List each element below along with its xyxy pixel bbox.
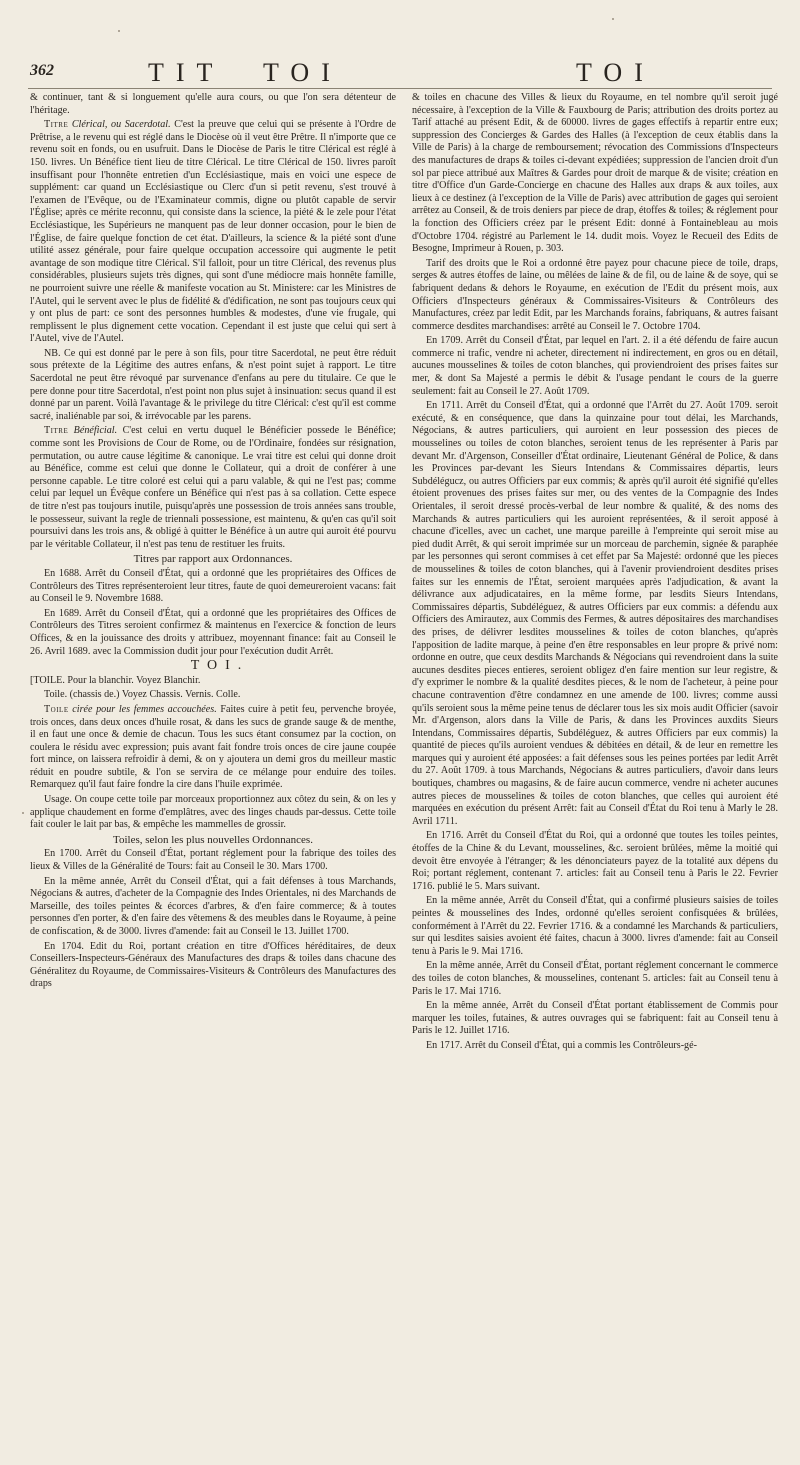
entry-text: C'est celui en vertu duquel le Bénéficier possede le Bénéfice; comme sont les Provisions de Cour de Rome, ou de l'Ordinaire, fondées sur résignation, permutation, ou autre cause légitime & canonique. Le vrai titre est celui qui donne droit au Bénéfice, comme est celui que donne le Collateur, qui a droit de conférer à une personne capable. Le titre coloré est celui qui a paru valable, & qui ne l'est pas; comme celui par lequel un Évêque confere un Bénéfice qui n'est pas à sa collation. Cette espece de titre n'est pas toujours inutile, puisqu'après une possession de trois années sans trouble, le possesseur, suivant la regle de triennali possessione, est maintenu, & qu'en cas qu'il soit poursuivi dans les trois ans, & obligé à quitter le Bénéfice à un autre qui auroit été pourvu par le véritable Collateur, il n'est pas tenu de restituer les fruits. [30,425,396,550]
paper-speck [612,18,614,20]
entry-term: Titre [44,425,69,437]
paper-speck [22,812,24,814]
paragraph-1688: En 1688. Arrêt du Conseil d'État, qui a ordonné que les propriétaires des Offices de Contrôleurs des Titres représenteroient leur titres, faute de quoi demeureroient vacans: fait au Conseil le 9. Novembre 1688. [30,567,396,605]
paper-speck [118,30,120,32]
paragraph-1716a: En 1716. Arrêt du Conseil d'État du Roi, qui a ordonné que toutes les toiles peintes, étoffes de la Chine & du Levant, mousselines, &c. seroient brûlées, même la moitié qui devoit être envoyée à l'étranger; & les dénonciateurs payez de la totalité aux dépens du Roi; portant réglement, contenant 7. articles: fait au Conseil tenu à Paris le 22. Fevrier 1716. publié le 5. Mars suivant. [412,830,778,892]
running-head-left: TIT [148,58,225,87]
entry-text: Faites cuire à petit feu, pervenche broyée, trois onces, dans deux onces d'huile rosat, & dans les sucs de grande sauge & de menthe, il en faut une once & demie de chacun. Tous les sucs étant consumez par la coction, on coulera le résidu avec expression; puis avant fait fondre trois onces de cire jaune coupée fort mince, on laissera refroidir à demi, & on y ajoutera un demi gros du meilleur mastic réduit en poudre subtile, & l'on se servira de ce mélange pour enduire des toiles. Remarquez qu'il faut faire fondre la cire dans l'huile exprimée. [30,703,396,791]
entry-term: Toile [44,703,69,715]
paragraph-1717: En 1717. Arrêt du Conseil d'État, qui a commis les Contrôleurs-gé- [426,1039,697,1051]
paragraph-continuation: & toiles en chacune des Villes & lieux du Royaume, en tel nombre qu'il seroit jugé nécessaire, à l'exception de la Ville & Fauxbourg de Paris; attribution des droits portez au Tarif attaché au présent Edit, & de 60000. livres de gages effectifs à repartir entre eux; suppression des Concierges & Gardes des Halles (à l'exception de ceux établis dans la Ville de Paris) à la charge de remboursement; révocation des Commissions d'Inspecteurs des manufactures de draps & toiles ci-devant expédiées; suppression de l'ancien droit d'un sol par piece attribué aux Maîtres & Gardes pour droit de marque & de visite; création en titre d'Office d'un Garde-Concierge en chacune des Halles aux draps & aux toiles, aux lieux à ce destinez (à l'exception de la Ville de Paris) avec attribution de gages qui seroient arrêtez au Conseil, & de trois deniers par piece de drap, étoffes & toiles; & réglement pour la fonction des Officiers créez par le présent Edit: donné à Fontainebleau au mois d'Octobre 1704. régistré au Parlement le 14. dudit mois. Voyez le Recueil des Edits de Besogne, Imprimeur à Rouen, p. 303. [412,92,778,255]
paragraph-usage: Usage. On coupe cette toile par morceaux proportionnez aux côtez du sein, & on les y applique chaudement en forme d'emplâtres, avec des linges chauds par-dessus. Cette toile fait couler le lait par bas, & empêche les mammelles de grossir. [30,794,396,831]
paragraph-1716c: En la même année, Arrêt du Conseil d'État, portant réglement concernant le commerce des toiles de coton blanches, & mousselines, contenant 5. articles: fait au Conseil tenu à Paris le 17. Mai 1716. [412,960,778,997]
paragraph-1716d: En la même année, Arrêt du Conseil d'État portant établissement de Commis pour marquer les toiles, futaines, & autres ouvrages qui se fabriquent: fait au Conseil tenu à Paris le 12. Juillet 1716. [412,1000,778,1037]
running-head-mid: TOI [263,58,342,87]
paragraph-tarif: Tarif des droits que le Roi a ordonné être payez pour chacune piece de toile, draps, serges & autres étoffes de laine, ou mêlées de laine & de fil, ou de laine & de soye, qui se fabriquent dedans & dehors le Royaume, en exécution de l'Edit du présent mois, aux Officiers d'Inspecteurs généraux & Commissaires-Visiteurs & Contrôleurs des Manufactures, créez par ledit Edit, par les Marchands forains, fabriquans, & autres faisant commerce desdites marchandises: arrêté au Conseil le 7. Octobre 1704. [412,257,778,332]
paragraph-continuation: & continuer, tant & si longuement qu'elle aura cours, ou que l'on sera détenteur de l'héritage. [30,92,396,116]
paragraph-1700b: En la même année, Arrêt du Conseil d'État, qui a fait défenses à tous Marchands, Négocians & autres, d'acheter de la Compagnie des Indes Orientales, ni des Marchands de Marseille, des toiles peintes & écorces d'arbres, & d'en faire commerce; & à toutes personnes d'en porter, & d'en faire des vêtemens & des meubles dans le Royaume, à peine de confiscation, & de 3000. livres d'amende: fait au Conseil le 13. Juillet 1700. [30,875,396,937]
entry-text: C'est la preuve que celui qui se présente à l'Ordre de Prêtrise, a le revenu qui est réglé dans le Diocèse où il veut être Prêtre. Il n'importe que ce revenu soit en fonds, ou en usufruit. Dans le Diocèse de Paris le titre Clérical est réglé à 150. livres. Un Bénéfice tient lieu de titre Clérical. Le titre Clérical de 150. livres paroît insuffisant pour l'honnête entretien d'un Ecclésiastique, mais en voici une espece de supplément: car quand un Ecclésiastique ou Clerc d'un si petit revenu, s'est trouvé à l'examen de l'Evêque, ou de l'Examinateur commis, digne ou plutôt capable de servir l'Église; après ce mérite reconnu, qui consiste dans la science, la piété & le zele pour l'état Ecclésiastique, les Supérieurs ne manquent pas de leur donner occasion, pour le bien de l'Église, de faire quelque fonction de cet état. D'ailleurs, la science & la piété sont d'une utilité assez générale, pour faire quelque occupation accessoire qui augmente le petit avantage de son modique titre Clérical. S'il falloit, pour un titre Clérical, des revenus plus considérables, plusieurs sujets très dignes, qui sont d'une médiocre mais honnête famille, ne pourroient suivre une réelle & manifeste vocation au St. Ministere: car les Ministres de l'Autel, qui le servent avec le plus de fidélité & d'édification, ne sont pas toujours ceux qui y ont plus de part: ce sont des personnes humbles & modestes, d'une vie frugale, qui remplissent le plus dignement cette vocation. Cependant il est juste que celui qui sert à l'Autel, vive de l'Autel. [30,119,397,345]
page-number: 362 [30,62,54,79]
entry-titre-clerical [30,119,396,346]
section-heading-toiles: Toiles, selon les plus nouvelles Ordonnances. [113,833,313,846]
section-heading-toi: TOI. [190,658,250,674]
running-head-right: TOI [576,58,655,87]
right-column [412,92,778,1055]
paragraph-1704: En 1704. Edit du Roi, portant création en titre d'Offices héréditaires, de deux Conseillers-Inspecteurs-Généraux des Manufactures des draps & toiles dans chacune des Généralitez du Royaume, de Commissaires-Visiteurs & Contrôleurs des Manufactures des draps [30,940,396,990]
left-column [30,92,396,993]
entry-toile-chassis: Toile. (chassis de.) Voyez Chassis. Vernis. Colle. [44,689,241,701]
entry-toile-blanchir: [TOILE. Pour la blanchir. Voyez Blanchir. [30,674,201,686]
paragraph-1716b: En la même année, Arrêt du Conseil d'État, qui a confirmé plusieurs saisies de toiles peintes & mousselines des Indes, ordonné qu'elles seroient confisquées & brûlées, conformément à l'Arrêt du 22. Fevrier 1716. & a condamné les Marchands & particuliers, sur qui lesdites saisies avoient été faites, chacun à 3000. livres d'amende: fait au Conseil tenu à Paris le 9. Mai 1716. [412,895,778,957]
paragraph-1709: En 1709. Arrêt du Conseil d'État, par lequel en l'art. 2. il a été défendu de faire aucun commerce ni trafic, vendre ni acheter, directement ni indirectement, en gros ou en détail, aucunes mousselines & toiles de coton blanches, qui proviendroient des prises faites sur mer, & dont Sa Majesté a permis le débit & l'usage pendant le cours de la guerre seulement: fait au Conseil le 27. Août 1709. [412,335,778,397]
paragraph-1689: En 1689. Arrêt du Conseil d'État, qui a ordonné que les propriétaires des Offices de Contrôleurs des Titres seroient confirmez & maintenus en l'exercice & fonction de leurs Offices, & en la jouissance des droits y attribuez, moyennant finance: fait au Conseil le 26. Avril 1689. avec la Commission dudit jour pour l'exécution dudit Arrêt. [30,607,396,657]
paragraph-1711: En 1711. Arrêt du Conseil d'État, qui a ordonné que l'Arrêt du 27. Août 1709. seroit exécuté, & en conséquence, que dans la quinzaine pour tout délai, les Marchands, Négocians, & autres particuliers, qui auroient en leur possession des pieces de mousselines ou toiles de coton blanches, seroient tenus de les représenter à Paris par devant Mr. d'Argenson, Conseiller d'État ordinaire, Lieutenant Général de Police, & dans les Provinces par-devant les Sieurs Intendans & Commissaires départis, leurs Subdélégucz, ou autres Officiers par eux commis; & après qu'il auroit été signifié qu'elles étoient provenues des prises faites sur mer, ou des ventes de la Compagnie des Indes Orientales, il seroit dressé procès-verbal de leur nombre & qualité, & des noms des Marchands & autres particuliers qui les auroient représentées, & il seroit apposé à chacune d'icelles, avec un cachet, une marque pareille à l'empreinte qui seroit mise au pied dudit Arrêt, & qui seroit imprimée sur un morceau de parchemin, signée & paraphée par les personnes qui seront commises à cet effet par Sa Majesté: ordonné que les pieces de mousselines & toiles de coton blanches, qui à l'avenir proviendroient desdites prises faites sur les ennemis de l'État, seroient marquées après l'adjudication, & avant la délivrance aux adjudicataires, en la même forme, par lesdits Sieurs Intendans, Commissaires départis, Subdéléguez, & autres Officiers par eux commis: a défendu aux Officiers des Amirautez, aux Commis des Fermes, & autres dépositaires des marchandises des prises, de délivrer lesdites mousselines & toiles de coton blanches, qu'après l'apposition de ladite marque, à peine d'en être responsables en leur propre & privé nom: ordonne en outre, que ceux desdits Marchands & Négocians qui revendroient dans la suite aucunes desdites pieces entieres, seroient obligez d'en faire mention sur leur registre, & d'y exprimer le nombre & la qualité desdites pieces, & le nom de l'acheteur, à peine pour chacune contravention d'être condamnez en une amende de 100. livres; comme aussi qu'ils seroient sous la même peine tenus de déclarer tous les six mois audit Officier (savoir Mr. d'Argenson, alors dans la Ville de Paris, & dans les Provinces auxdits Sieurs Intendans, Commissaires départis, Subdéléguez, & autres Officiers par eux commis) la quantité de pieces qu'ils auroient vendues & débitées en détail, & de leur en remettre les marques qui y auroient été apposées: a fait défenses sous les peines portées par ledit Arrêt du 27. Août 1709. à tous Marchands, Négocians & autres particuliers, d'avoir dans leurs boutiques, chambres ou magasins, & de faire aucun commerce, vendre ni acheter aucunes autres pieces de mousselines & toiles de coton blanches, que celles qui auroient été marquées en exécution du présent Arrêt: fait au Conseil d'État du Roi tenu à Marly le 28. Avril 1711. [412,400,778,827]
entry-titre-beneficial [30,425,396,551]
section-heading-titres: Titres par rapport aux Ordonnances. [133,553,293,566]
entry-label: Bénéficial. [73,425,118,437]
entry-label: cirée pour les femmes accouchées. [72,703,217,715]
running-header [28,58,772,89]
entry-term: Titre [44,119,69,131]
nota-bene: NB. Ce qui est donné par le pere à son fils, pour titre Sacerdotal, ne peut être réduit sous prétexte de la Légitime des autres enfans, & n'est point sujet à rapport. Le titre Sacerdotal ne peut être révoqué par survenance d'enfans au pere du titulaire. Ce que le pere donne pour titre Sacerdotal, n'est point non plus sujet à insinuation: secus quand il est donné par un parent. Voilà l'avantage & le privilege du titre Clérical: c'est qu'il est comme sacré, inaliénable par soi, & irrévocable par les parens. [30,347,396,422]
entry-toile-ciree [30,704,396,792]
paragraph-1700a: En 1700. Arrêt du Conseil d'État, portant réglement pour la fabrique des toiles des lieux & Villes de la Généralité de Tours: fait au Conseil le 30. Mars 1700. [30,848,396,873]
entry-label: Clérical, ou Sacerdotal. [71,119,171,131]
